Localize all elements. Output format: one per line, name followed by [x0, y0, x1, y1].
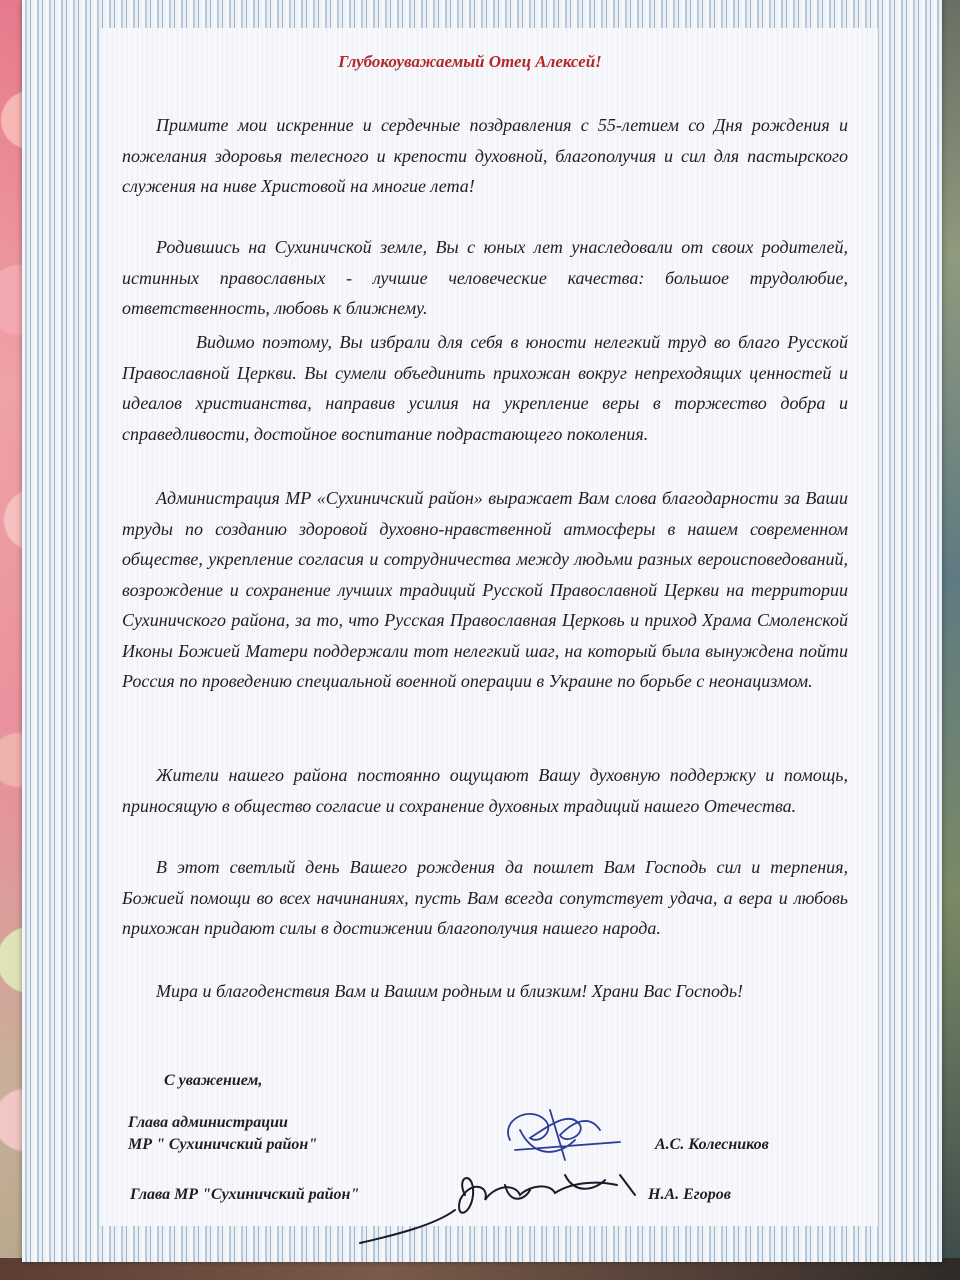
- paragraph-text: Администрация МР «Сухиничский район» выражает Вам слова благодарности за Ваши труды по созданию здоровой духовно-нравственной атмосферы в нашем современном обществе, укрепление согласия и сотрудничества между людьми разных вероисповедований, возрождение и сохранение лучших традиций Русской Православной Церкви на территории Сухиничского района, за то, что Русская Православная Церковь и приход Храма Смоленской Иконы Божией Матери поддержали тот нелегкий шаг, на который была вынуждена пойти Россия по проведению специальной военной операции в Украине по борьбе с неонацизмом.: [122, 488, 848, 691]
- signature-2-image: [355, 1155, 655, 1250]
- signatory-2-title: Глава МР "Сухиничский район": [130, 1186, 360, 1203]
- paragraph-text: Примите мои искренние и сердечные поздравления с 55-летием со Дня рождения и пожелания здоровья телесного и крепости духовной, благополучия и сил для пастырского служения на ниве Христовой на многие лета!: [122, 115, 848, 196]
- signatory-1-title-line1: Глава администрации: [128, 1114, 288, 1131]
- letter-paragraph-1: [122, 110, 848, 202]
- paragraph-text: Жители нашего района постоянно ощущают Вашу духовную поддержку и помощь, приносящую в общество согласие и сохранение духовных традиций нашего Отечества.: [122, 765, 848, 816]
- letter-paragraph-6: [122, 852, 848, 944]
- letter-paragraph-4: [122, 483, 848, 697]
- letter-paragraph-2: [122, 232, 848, 324]
- paragraph-text: Родившись на Сухиничской земле, Вы с юных лет унаследовали от своих родителей, истинных православных - лучшие человеческие качества: большое трудолюбие, ответственность, любовь к ближнему.: [122, 237, 848, 318]
- letter-greeting: Глубокоуважаемый Отец Алексей!: [338, 52, 602, 71]
- paragraph-text: Мира и благоденствия Вам и Вашим родным и близким! Храни Вас Господь!: [156, 981, 744, 1001]
- paragraph-text: Видимо поэтому, Вы избрали для себя в юности нелегкий труд во благо Русской Православной Церкви. Вы сумели объединить прихожан вокруг непреходящих ценностей и идеалов христианства, направив усилия на укрепление веры в торжество добра и справедливости, достойное воспитание подрастающего поколения.: [122, 332, 848, 444]
- signatory-2-name: Н.А. Егоров: [648, 1186, 731, 1203]
- letter-paragraph-3: [122, 327, 848, 449]
- signatory-1-title-line2: МР " Сухиничский район": [128, 1136, 318, 1153]
- signatory-1-name: А.С. Колесников: [655, 1136, 769, 1153]
- letter-paragraph-7: [122, 976, 848, 1007]
- letter-closing: С уважением,: [164, 1072, 263, 1089]
- paragraph-text: В этот светлый день Вашего рождения да пошлет Вам Господь сил и терпения, Божией помощи во всех начинаниях, пусть Вам всегда сопутствует удача, а вера и любовь прихожан придают силы в достижении благополучия нашего народа.: [122, 857, 848, 938]
- letter-paragraph-5: [122, 760, 848, 821]
